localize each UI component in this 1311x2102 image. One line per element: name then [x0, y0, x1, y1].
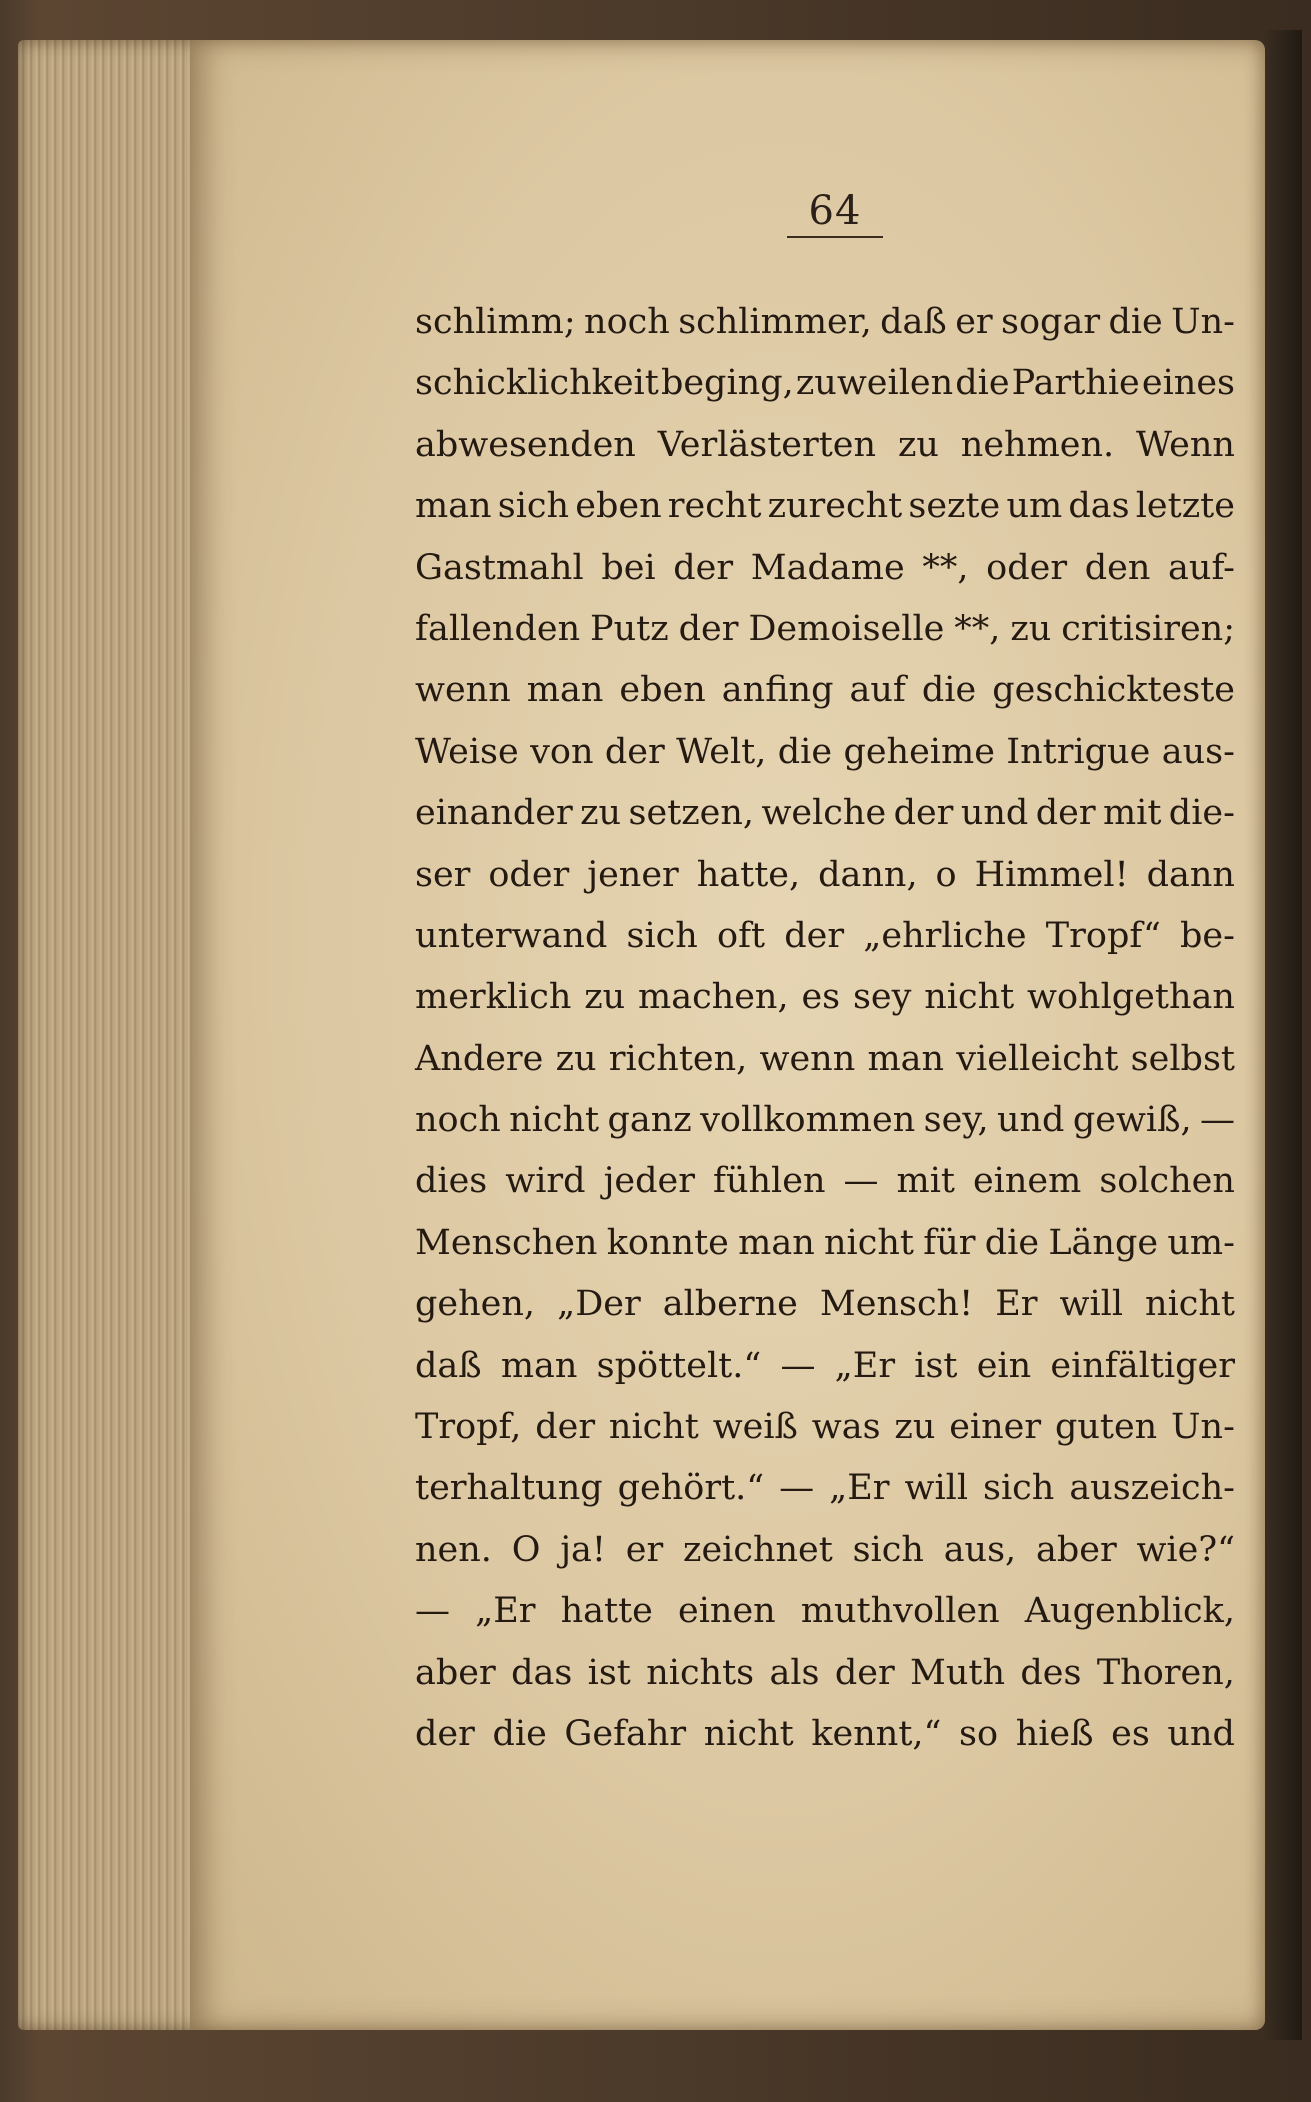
word: zu	[894, 1407, 936, 1448]
header-rule	[787, 236, 883, 238]
word: ser	[415, 854, 471, 895]
word: nen.	[415, 1529, 492, 1570]
word: guten	[1054, 1407, 1158, 1448]
word: zeichnet	[683, 1529, 833, 1570]
book-right-edge	[1262, 30, 1302, 2040]
word: der	[678, 608, 739, 649]
word: selbst	[1130, 1038, 1235, 1079]
text-line	[415, 1151, 1235, 1212]
word: o	[935, 854, 957, 895]
word: die	[777, 731, 833, 772]
word: auszeich-	[1069, 1468, 1235, 1509]
word: aber	[415, 1652, 496, 1693]
text-line	[415, 538, 1235, 599]
text-line	[415, 599, 1235, 660]
word: ganz	[607, 1100, 692, 1141]
word: Welt,	[676, 731, 767, 772]
word: die	[984, 1222, 1040, 1263]
word: Andere	[415, 1038, 544, 1079]
word: die	[492, 1713, 547, 1754]
word: sich	[852, 1529, 924, 1570]
word: abwesenden	[415, 424, 636, 465]
text-line	[415, 1274, 1235, 1335]
word: Intrigue	[1006, 731, 1151, 772]
text-line	[415, 476, 1235, 537]
word: bei	[601, 547, 656, 588]
word: oft	[717, 915, 766, 956]
word: einander	[415, 793, 573, 834]
word: nehmen.	[960, 424, 1115, 465]
word: hatte	[560, 1591, 653, 1632]
word: Er	[995, 1284, 1038, 1325]
word: alberne	[662, 1284, 798, 1325]
word: Un-	[1171, 302, 1235, 342]
word: dann	[1146, 854, 1235, 895]
word: Gefahr	[564, 1713, 687, 1754]
word: —	[779, 1468, 815, 1509]
word: —	[415, 1591, 450, 1632]
word: „Er	[475, 1591, 536, 1632]
word: so	[959, 1713, 999, 1754]
word: aus-	[1161, 731, 1235, 772]
word: weiß	[712, 1407, 798, 1448]
text-line	[415, 722, 1235, 783]
word: und	[996, 1100, 1065, 1141]
word: aus,	[943, 1529, 1017, 1570]
word: nicht	[703, 1713, 794, 1754]
word: richten,	[608, 1038, 748, 1079]
word: den	[1084, 547, 1151, 588]
word: die-	[1168, 793, 1235, 834]
word: und	[960, 793, 1029, 834]
word: dies	[415, 1161, 488, 1202]
word: wenn	[759, 1038, 856, 1079]
word: letzte	[1135, 486, 1235, 527]
word: man	[738, 1222, 815, 1263]
word: gehört.“	[617, 1468, 765, 1509]
text-line	[415, 1581, 1235, 1642]
word: einen	[678, 1591, 776, 1632]
text-line	[415, 353, 1235, 414]
text-line	[415, 1643, 1235, 1704]
page-stack-edges	[18, 40, 218, 2030]
word: der	[834, 1652, 895, 1693]
text-line	[415, 1397, 1235, 1458]
word: Menschen	[415, 1222, 598, 1263]
word: unterwand	[415, 915, 608, 956]
word: auf-	[1168, 547, 1235, 588]
word: der	[1035, 793, 1096, 834]
word: sezte	[908, 486, 1001, 527]
word: zu	[580, 793, 622, 834]
word: O	[511, 1529, 541, 1570]
word: geschickteste	[992, 670, 1235, 711]
word: Tropf“	[1045, 915, 1161, 956]
word: —	[1199, 1100, 1235, 1141]
word: **,	[954, 608, 1001, 649]
word: vielleicht	[956, 1038, 1119, 1079]
word: nicht	[1145, 1284, 1235, 1325]
word: kennt,“	[811, 1713, 942, 1754]
word: sich	[497, 486, 570, 527]
word: der	[893, 793, 954, 834]
word: machen,	[638, 977, 789, 1018]
word: Verlästerten	[657, 424, 877, 465]
word: man	[500, 1345, 578, 1386]
word: nichts	[646, 1652, 755, 1693]
text-line	[415, 1213, 1235, 1274]
word: wenn	[415, 670, 511, 711]
word: —	[780, 1345, 816, 1386]
word: Mensch!	[819, 1284, 974, 1325]
word: beging,	[660, 363, 794, 404]
word: um-	[1167, 1222, 1235, 1263]
word: will	[904, 1468, 969, 1509]
word: hieß	[1015, 1713, 1094, 1754]
text-line	[415, 415, 1235, 476]
body-text	[415, 292, 1235, 1765]
word: zu	[897, 424, 939, 465]
word: fühlen	[713, 1161, 826, 1202]
word: das	[1068, 486, 1130, 527]
text-line	[415, 1090, 1235, 1151]
word: nicht	[608, 1407, 699, 1448]
word: jener	[587, 854, 679, 895]
word: man	[867, 1038, 945, 1079]
word: Länge	[1048, 1222, 1159, 1263]
word: er	[955, 302, 993, 342]
word: einem	[972, 1161, 1082, 1202]
word: nicht	[824, 1222, 914, 1263]
word: merklich	[415, 977, 572, 1018]
word: der	[673, 547, 734, 588]
text-line	[415, 1458, 1235, 1519]
word: be-	[1180, 915, 1235, 956]
word: wird	[505, 1161, 586, 1202]
word: zurecht	[767, 486, 903, 527]
word: mit	[896, 1161, 955, 1202]
word: Himmel!	[974, 854, 1129, 895]
text-line	[415, 845, 1235, 906]
word: zu	[1010, 608, 1052, 649]
word: anfing	[721, 670, 834, 711]
text-line	[415, 967, 1235, 1028]
page-header	[780, 188, 890, 238]
word: gewiß,	[1072, 1100, 1192, 1141]
word: Weise	[415, 731, 519, 772]
word: Gastmahl	[415, 547, 584, 588]
word: Tropf,	[415, 1407, 522, 1448]
text-line	[415, 1029, 1235, 1090]
word: **,	[922, 547, 969, 588]
word: daß	[415, 1345, 482, 1386]
word: —	[843, 1161, 879, 1202]
word: muthvollen	[800, 1591, 1000, 1632]
word: schicklichkeit	[415, 363, 659, 404]
word: Madame	[750, 547, 905, 588]
word: recht	[667, 486, 762, 527]
word: eben	[575, 486, 662, 527]
word: Wenn	[1136, 424, 1235, 465]
word: die	[955, 363, 1010, 404]
word: die	[921, 670, 977, 711]
word: mit	[1102, 793, 1162, 834]
word: oder	[986, 547, 1068, 588]
text-line	[415, 660, 1235, 721]
word: welche	[761, 793, 887, 834]
word: sey,	[923, 1100, 989, 1141]
word: solchen	[1099, 1161, 1235, 1202]
word: eben	[619, 670, 706, 711]
word: schlimm;	[415, 302, 576, 342]
text-line	[415, 906, 1235, 967]
word: vollkommen	[700, 1100, 916, 1141]
word: der	[784, 915, 845, 956]
word: ist	[587, 1652, 631, 1693]
word: konnte	[606, 1222, 729, 1263]
word: der	[604, 731, 665, 772]
word: einfältiger	[1050, 1345, 1235, 1386]
word: man	[526, 670, 604, 711]
word: Augenblick,	[1024, 1591, 1235, 1632]
word: schlimmer,	[678, 302, 872, 342]
word: von	[530, 731, 594, 772]
word: Un-	[1171, 1407, 1235, 1448]
word: aber	[1035, 1529, 1117, 1570]
word: wohlgethan	[1027, 977, 1235, 1018]
word: setzen,	[628, 793, 755, 834]
page-number: 64	[808, 188, 862, 234]
word: will	[1059, 1284, 1124, 1325]
text-line	[415, 1520, 1235, 1581]
word: Muth	[910, 1652, 1006, 1693]
text-line	[415, 783, 1235, 844]
word: um	[1006, 486, 1063, 527]
word: „Der	[557, 1284, 641, 1325]
text-line	[415, 1336, 1235, 1397]
word: „ehrliche	[863, 915, 1027, 956]
word: critisiren;	[1061, 608, 1235, 649]
word: für	[923, 1222, 976, 1263]
word: nicht	[924, 977, 1015, 1018]
word: spöttelt.“	[596, 1345, 762, 1386]
word: als	[769, 1652, 820, 1693]
word: ja!	[560, 1529, 606, 1570]
text-line	[415, 292, 1235, 353]
word: „Er	[829, 1468, 890, 1509]
word: dann,	[818, 854, 918, 895]
word: er	[625, 1529, 664, 1570]
word: des	[1020, 1652, 1082, 1693]
word: der	[535, 1407, 596, 1448]
word: einer	[949, 1407, 1042, 1448]
word: sey	[852, 977, 912, 1018]
word: es	[801, 977, 841, 1018]
word: zuweilen	[795, 363, 954, 404]
word: zu	[555, 1038, 597, 1079]
word: geheime	[843, 731, 995, 772]
word: nicht	[509, 1100, 600, 1141]
word: auf	[849, 670, 906, 711]
word: oder	[488, 854, 570, 895]
word: der	[415, 1713, 475, 1754]
word: man	[415, 486, 492, 527]
word: noch	[415, 1100, 501, 1141]
word: daß	[880, 302, 947, 342]
word: ein	[976, 1345, 1032, 1386]
word: fallenden	[415, 608, 581, 649]
word: Parthie	[1011, 363, 1140, 404]
word: zu	[584, 977, 626, 1018]
word: hatte,	[696, 854, 801, 895]
word: sogar	[1001, 302, 1101, 342]
word: noch	[584, 302, 670, 342]
word: sich	[626, 915, 698, 956]
word: und	[1167, 1713, 1235, 1754]
word: das	[511, 1652, 573, 1693]
word: es	[1111, 1713, 1150, 1754]
word: gehen,	[415, 1284, 536, 1325]
word: sich	[983, 1468, 1055, 1509]
word: wie?“	[1136, 1529, 1235, 1570]
text-line	[415, 1704, 1235, 1765]
word: „Er	[834, 1345, 896, 1386]
word: eines	[1141, 363, 1235, 404]
word: Demoiselle	[748, 608, 945, 649]
word: was	[811, 1407, 881, 1448]
word: Putz	[590, 608, 669, 649]
word: jeder	[603, 1161, 695, 1202]
word: Thoren,	[1096, 1652, 1235, 1693]
word: terhaltung	[415, 1468, 603, 1509]
word: ist	[914, 1345, 958, 1386]
word: die	[1108, 302, 1163, 342]
